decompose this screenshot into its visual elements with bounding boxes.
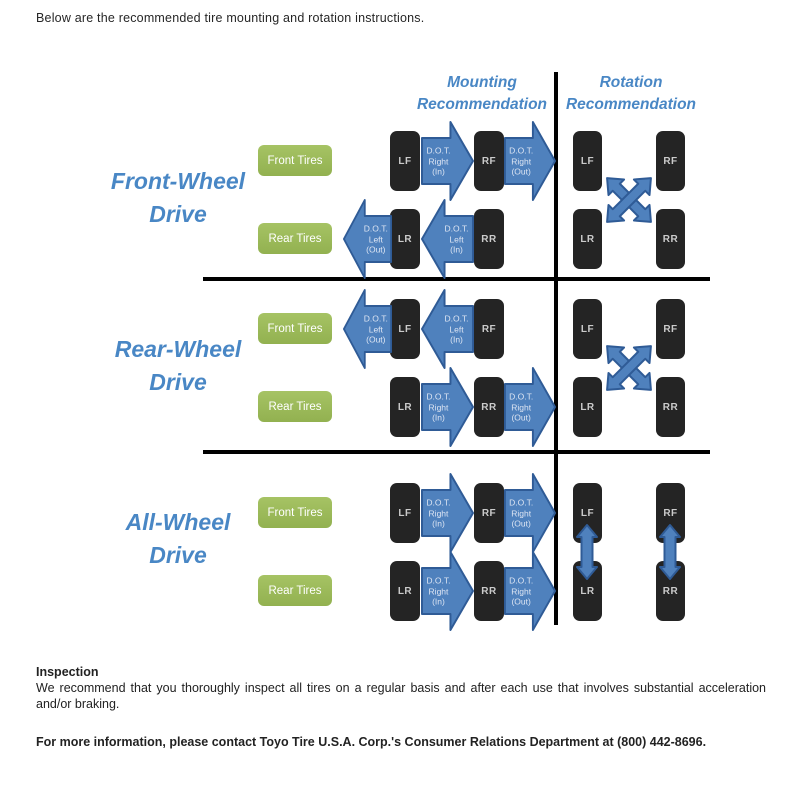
arrow-label-line: (Out): [366, 334, 386, 345]
intro-text: Below are the recommended tire mounting and rotation instructions.: [36, 11, 425, 25]
arrow-label: [505, 575, 537, 607]
tire-rr: [474, 377, 504, 437]
arrow-label-line: D.O.T.: [363, 313, 388, 324]
arrow-label: [505, 145, 537, 177]
tire-label: RR: [662, 233, 679, 245]
rotation-recommendation-header: [556, 72, 706, 116]
drive-type-label: [78, 506, 278, 572]
rear-tires-badge: Rear Tires: [258, 223, 332, 254]
drive-label-line1: Rear-Wheel: [114, 336, 242, 362]
inspection-body: We recommend that you thoroughly inspect all tires on a regular basis and after each use that involves substantial acceleration and/or braking.: [36, 681, 766, 711]
vertical-arrow-shape: [655, 522, 685, 582]
arrow-label-line: D.O.T.: [426, 391, 451, 402]
tire-rr: [474, 209, 504, 269]
arrow-label: [505, 391, 537, 423]
mounting-arrow-left: [343, 287, 392, 371]
arrow-label-line: D.O.T.: [509, 145, 534, 156]
mounting-recommendation-header: [402, 72, 562, 116]
tire-lf: [390, 131, 420, 191]
rotation-header-line2: Recommendation: [565, 96, 697, 113]
arrow-label: [505, 497, 537, 529]
mounting-arrow-right: [421, 471, 474, 555]
inspection-heading: Inspection: [36, 665, 99, 679]
arrow-label-line: Right: [511, 401, 532, 412]
arrow-label-line: Right: [511, 585, 532, 596]
arrow-label-line: D.O.T.: [426, 145, 451, 156]
arrow-label-line: Right: [428, 401, 449, 412]
contact-info: For more information, please contact Toyo Tire U.S.A. Corp.'s Consumer Relations Department at (800) 442-8696.: [36, 735, 707, 749]
arrow-label-line: (Out): [366, 244, 386, 255]
arrow-label-line: (Out): [511, 166, 531, 177]
rotation-header-line1: Rotation: [599, 74, 663, 91]
drive-label-line2: Drive: [149, 369, 207, 395]
tire-lr: [390, 209, 420, 269]
arrow-label-line: D.O.T.: [426, 497, 451, 508]
tire-label: LR: [397, 585, 413, 597]
mounting-arrow-right: [421, 365, 474, 449]
tire-label: LR: [580, 233, 595, 245]
tire-label: LF: [398, 155, 412, 167]
mounting-arrow-right: [504, 471, 556, 555]
mounting-arrow-left: [421, 197, 474, 281]
arrow-label: [440, 313, 473, 345]
arrow-label-line: Left: [368, 323, 383, 334]
vertical-arrow-shape: [572, 522, 602, 582]
arrow-label: [361, 313, 391, 345]
arrow-label-line: (Out): [511, 412, 531, 423]
tire-label: RF: [663, 155, 678, 167]
tire-label: RR: [481, 233, 497, 245]
rotation-vertical-arrow-icon: [572, 522, 602, 582]
mounting-header-line1: Mounting: [447, 74, 517, 91]
mounting-arrow-right: [504, 119, 556, 203]
arrow-label-line: (In): [432, 412, 445, 423]
tire-lf: [390, 299, 420, 359]
tire-label: LR: [580, 585, 595, 597]
drive-label-line2: Drive: [149, 542, 207, 568]
mounting-arrow-right: [504, 549, 556, 633]
arrow-label-line: Right: [428, 155, 449, 166]
rear-tires-badge: Rear Tires: [258, 575, 332, 606]
tire-label: LF: [580, 323, 595, 335]
tire-rf: [474, 131, 504, 191]
mounting-arrow-right: [504, 365, 556, 449]
arrow-label-line: D.O.T.: [363, 223, 388, 234]
tire-label: LF: [398, 323, 412, 335]
mounting-arrow-right: [421, 119, 474, 203]
mounting-header-line2: Recommendation: [416, 96, 548, 113]
tire-label: RF: [481, 155, 497, 167]
tire-label: LR: [397, 401, 413, 413]
drive-label-line2: Drive: [149, 201, 207, 227]
arrow-label: [422, 497, 455, 529]
tire-lr: [390, 561, 420, 621]
drive-label-line1: All-Wheel: [125, 509, 231, 535]
tire-rf: [474, 299, 504, 359]
tire-label: RF: [481, 507, 497, 519]
drive-type-label: [78, 333, 278, 399]
arrow-label-line: Left: [449, 233, 464, 244]
drive-label-line1: Front-Wheel: [110, 168, 246, 194]
rear-tires-badge: Rear Tires: [258, 391, 332, 422]
rotation-vertical-arrow-icon: [655, 522, 685, 582]
arrow-label-line: Right: [511, 155, 532, 166]
tire-label: RF: [663, 507, 678, 519]
arrow-label-line: D.O.T.: [426, 575, 451, 586]
tire-label: RR: [662, 585, 679, 597]
arrow-label-line: Right: [428, 585, 449, 596]
cross-arrows-shape: [589, 160, 669, 240]
tire-label: LR: [580, 401, 595, 413]
arrow-label-line: Left: [449, 323, 464, 334]
front-tires-badge: Front Tires: [258, 313, 332, 344]
front-tires-badge: Front Tires: [258, 497, 332, 528]
tire-label: LF: [580, 507, 595, 519]
tire-label: RR: [481, 401, 497, 413]
arrow-label: [422, 575, 455, 607]
tire-label: RF: [481, 323, 497, 335]
arrow-label-line: D.O.T.: [509, 497, 534, 508]
arrow-label-line: D.O.T.: [444, 223, 469, 234]
arrow-label-line: D.O.T.: [509, 575, 534, 586]
tire-label: RF: [663, 323, 678, 335]
mounting-arrow-left: [421, 287, 474, 371]
arrow-label-line: (Out): [511, 518, 531, 529]
drive-type-label: [78, 165, 278, 231]
rotation-cross-arrows-icon: [589, 160, 669, 240]
arrow-label-line: (In): [450, 244, 463, 255]
tire-label: RR: [662, 401, 679, 413]
rotation-cross-arrows-icon: [589, 328, 669, 408]
arrow-label-line: (Out): [511, 596, 531, 607]
tire-lr: [390, 377, 420, 437]
arrow-label-line: D.O.T.: [509, 391, 534, 402]
tire-label: RR: [481, 585, 497, 597]
arrow-label-line: (In): [450, 334, 463, 345]
arrow-label-line: (In): [432, 166, 445, 177]
tire-rf: [474, 483, 504, 543]
row-divider-line-2: [203, 450, 710, 454]
tire-label: LR: [397, 233, 413, 245]
front-tires-badge: Front Tires: [258, 145, 332, 176]
tire-lf: [390, 483, 420, 543]
cross-arrows-shape: [589, 328, 669, 408]
tire-label: LF: [580, 155, 595, 167]
arrow-label-line: D.O.T.: [444, 313, 469, 324]
arrow-label-line: Right: [428, 507, 449, 518]
tire-rr: [474, 561, 504, 621]
mounting-arrow-right: [421, 549, 474, 633]
arrow-label: [422, 391, 455, 423]
tire-label: LF: [398, 507, 412, 519]
arrow-label-line: (In): [432, 518, 445, 529]
arrow-label-line: Left: [368, 233, 383, 244]
arrow-label-line: (In): [432, 596, 445, 607]
arrow-label: [422, 145, 455, 177]
arrow-label-line: Right: [511, 507, 532, 518]
arrow-label: [361, 223, 391, 255]
arrow-label: [440, 223, 473, 255]
mounting-arrow-left: [343, 197, 392, 281]
